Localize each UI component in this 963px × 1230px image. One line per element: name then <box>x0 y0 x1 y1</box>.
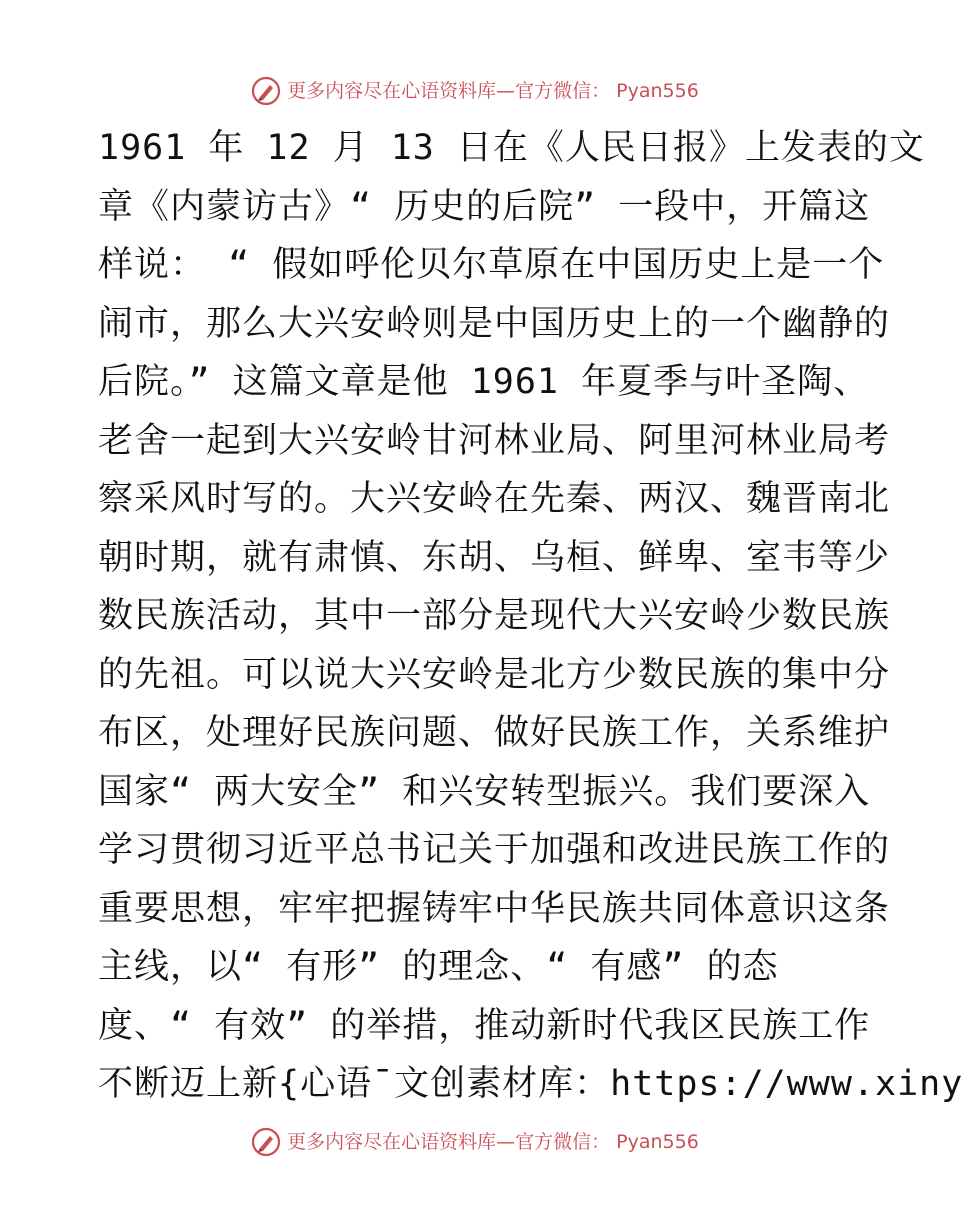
text-line-13: 学习贯彻习近平总书记关于加强和改进民族工作的 <box>98 830 891 870</box>
text-line-3: 样说： “ 假如呼伦贝尔草原在中国历史上是一个 <box>98 245 885 285</box>
text-line-8: 朝时期，就有肃慎、东胡、乌桓、鲜卑、室韦等少 <box>98 537 891 578</box>
article-body <box>98 119 963 1114</box>
pen-logo-icon <box>251 76 281 106</box>
header-watermark <box>0 76 950 106</box>
watermark-text: 更多内容尽在心语资料库—官方微信： <box>287 1131 611 1153</box>
text-line-10: 的先祖。可以说大兴安岭是北方少数民族的集中分 <box>98 654 891 695</box>
text-line-5: 后院。” 这篇文章是他 1961 年夏季与叶圣陶、 <box>98 362 870 402</box>
text-line-9: 数民族活动，其中一部分是现代大兴安岭少数民族 <box>98 596 891 636</box>
text-line-7: 察采风时写的。大兴安岭在先秦、两汉、魏晋南北 <box>98 479 891 519</box>
text-line-14: 重要思想，牢牢把握铸牢中华民族共同体意识这条 <box>98 888 891 929</box>
text-line-15: 主线，以“ 有形” 的理念、“ 有感” 的态 <box>98 947 779 987</box>
text-line-12: 国家“ 两大安全” 和兴安转型振兴。我们要深入 <box>98 771 871 812</box>
watermark-wechat-id: Pyan556 <box>616 1131 699 1153</box>
text-line-4: 闹市，那么大兴安岭则是中国历史上的一个幽静的 <box>98 303 891 344</box>
text-line-11: 布区，处理好民族问题、做好民族工作，关系维护 <box>98 713 891 753</box>
text-line-17: 不断迈上新{心语¯文创素材库：https://www.xiny <box>98 1064 963 1104</box>
footer-watermark <box>0 1127 950 1157</box>
text-line-2: 章《内蒙访古》“ 历史的后院” 一段中，开篇这 <box>98 186 871 227</box>
text-line-1: 1961 年 12 月 13 日在《人民日报》上发表的文 <box>98 128 925 168</box>
watermark-wechat-id: Pyan556 <box>616 80 699 102</box>
watermark-text: 更多内容尽在心语资料库—官方微信： <box>287 80 611 102</box>
text-line-6: 老舍一起到大兴安岭甘河林业局、阿里河林业局考 <box>98 420 891 461</box>
text-line-16: 度、“ 有效” 的举措，推动新时代我区民族工作 <box>98 1005 871 1046</box>
pen-logo-icon <box>251 1127 281 1157</box>
